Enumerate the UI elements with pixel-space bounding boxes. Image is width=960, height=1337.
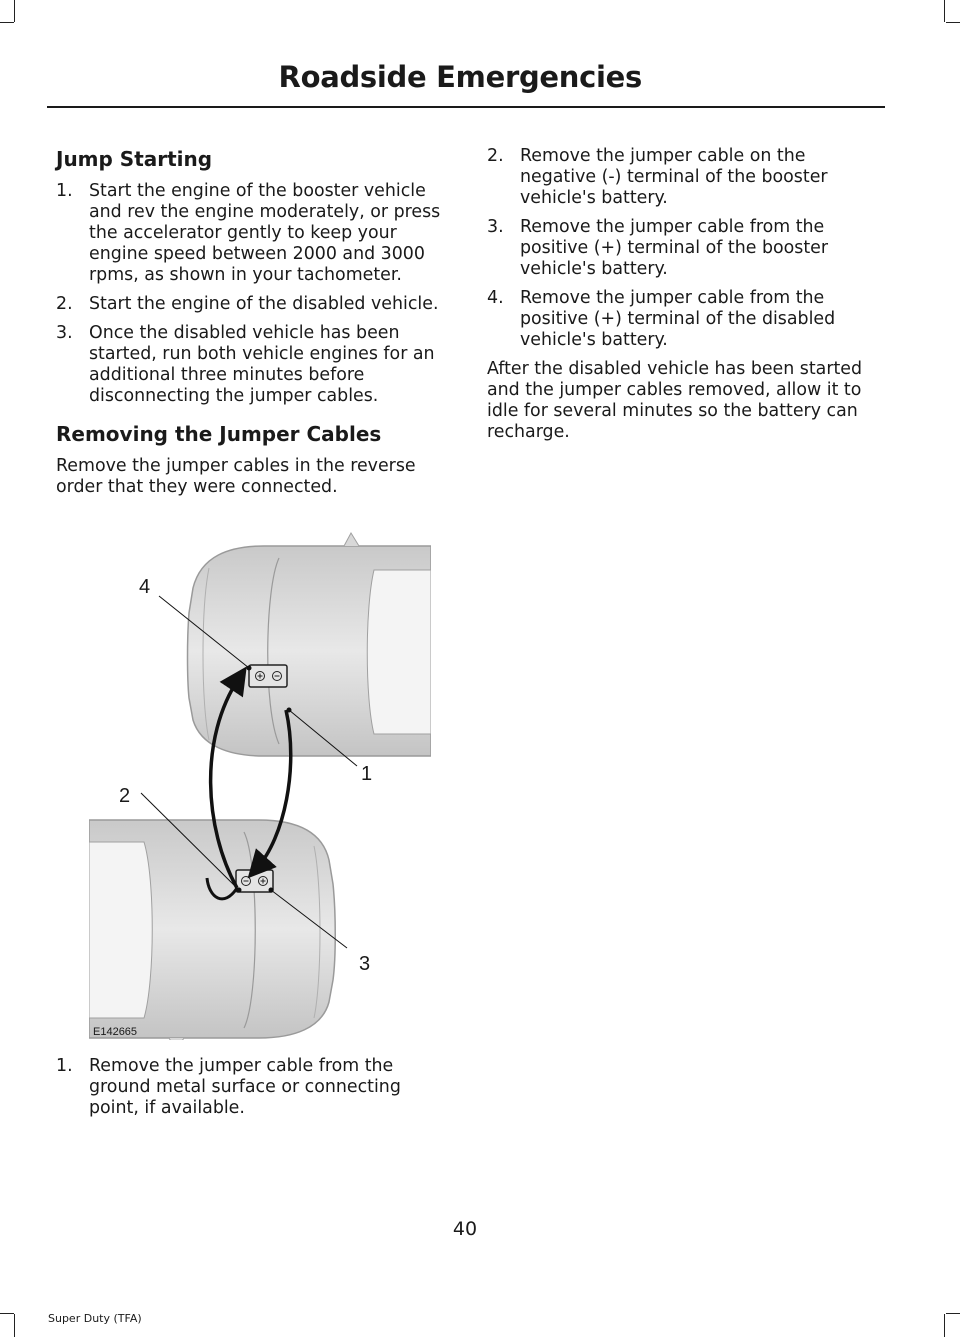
closing-paragraph: After the disabled vehicle has been started and the jumper cables removed, allow it to idle for several minutes so the battery can recharge. [487,359,863,442]
step-number: 2. [56,294,73,314]
callout-4: 4 [139,576,151,598]
callout-3: 3 [359,953,371,975]
step-text: Start the engine of the disabled vehicle. [89,294,439,314]
booster-vehicle [89,820,335,1040]
callout-1: 1 [361,763,373,785]
step-number: 1. [56,1056,73,1076]
step-number: 3. [487,217,504,237]
remove-intro: Remove the jumper cables in the reverse order that they were connected. [56,456,416,497]
heading-removing-cables: Removing the Jumper Cables [56,422,382,446]
step-number: 4. [487,288,504,308]
crop-mark [944,0,945,22]
jump-cable-figure [89,528,431,1040]
header-rule [47,106,885,108]
step-text: Remove the jumper cable from the ground metal surface or connecting point, if available. [89,1056,401,1118]
step-text: Remove the jumper cable from the positive (+) terminal of the disabled vehicle's battery. [520,288,836,350]
list-item [56,294,448,315]
left-column [56,146,448,506]
disabled-vehicle [188,533,432,756]
crop-mark [14,1314,15,1337]
page-number: 40 [452,1218,478,1240]
list-item [487,288,881,351]
heading-jump-starting: Jump Starting [56,147,213,171]
footer-model: Super Duty (TFA) [48,1312,142,1325]
callout-2: 2 [119,785,131,807]
crop-mark [0,22,14,23]
list-item [487,146,881,209]
step-number: 1. [56,181,73,201]
figure-code: E142665 [93,1026,138,1038]
jump-steps-list [56,181,448,407]
step-number: 3. [56,323,73,343]
crop-mark [946,22,960,23]
step-text: Once the disabled vehicle has been started, run both vehicle engines for an additional three minutes before disconnecting the jumper cables. [89,323,435,406]
list-item [487,217,881,280]
step-text: Remove the jumper cable on the negative (-) terminal of the booster vehicle's battery. [520,146,828,208]
list-item [56,181,448,286]
list-item [56,1056,448,1119]
remove-steps-list [487,146,881,351]
step-text: Remove the jumper cable from the positive (+) terminal of the booster vehicle's battery. [520,217,828,279]
crop-mark [14,0,15,22]
list-item [56,323,448,407]
step-text: Start the engine of the booster vehicle and rev the engine moderately, or press the accelerator gently to keep your engine speed between 2000 and 3000 rpms, as shown in your tachometer. [89,181,441,285]
two-cars-illustration [89,528,431,1040]
crop-mark [944,1314,945,1337]
step-number: 2. [487,146,504,166]
crop-mark [0,1313,14,1314]
page-header-title: Roadside Emergencies [278,60,642,94]
crop-mark [946,1313,960,1314]
left-column-bottom [56,1056,448,1127]
remove-steps-list-start [56,1056,448,1119]
right-column [487,146,881,451]
